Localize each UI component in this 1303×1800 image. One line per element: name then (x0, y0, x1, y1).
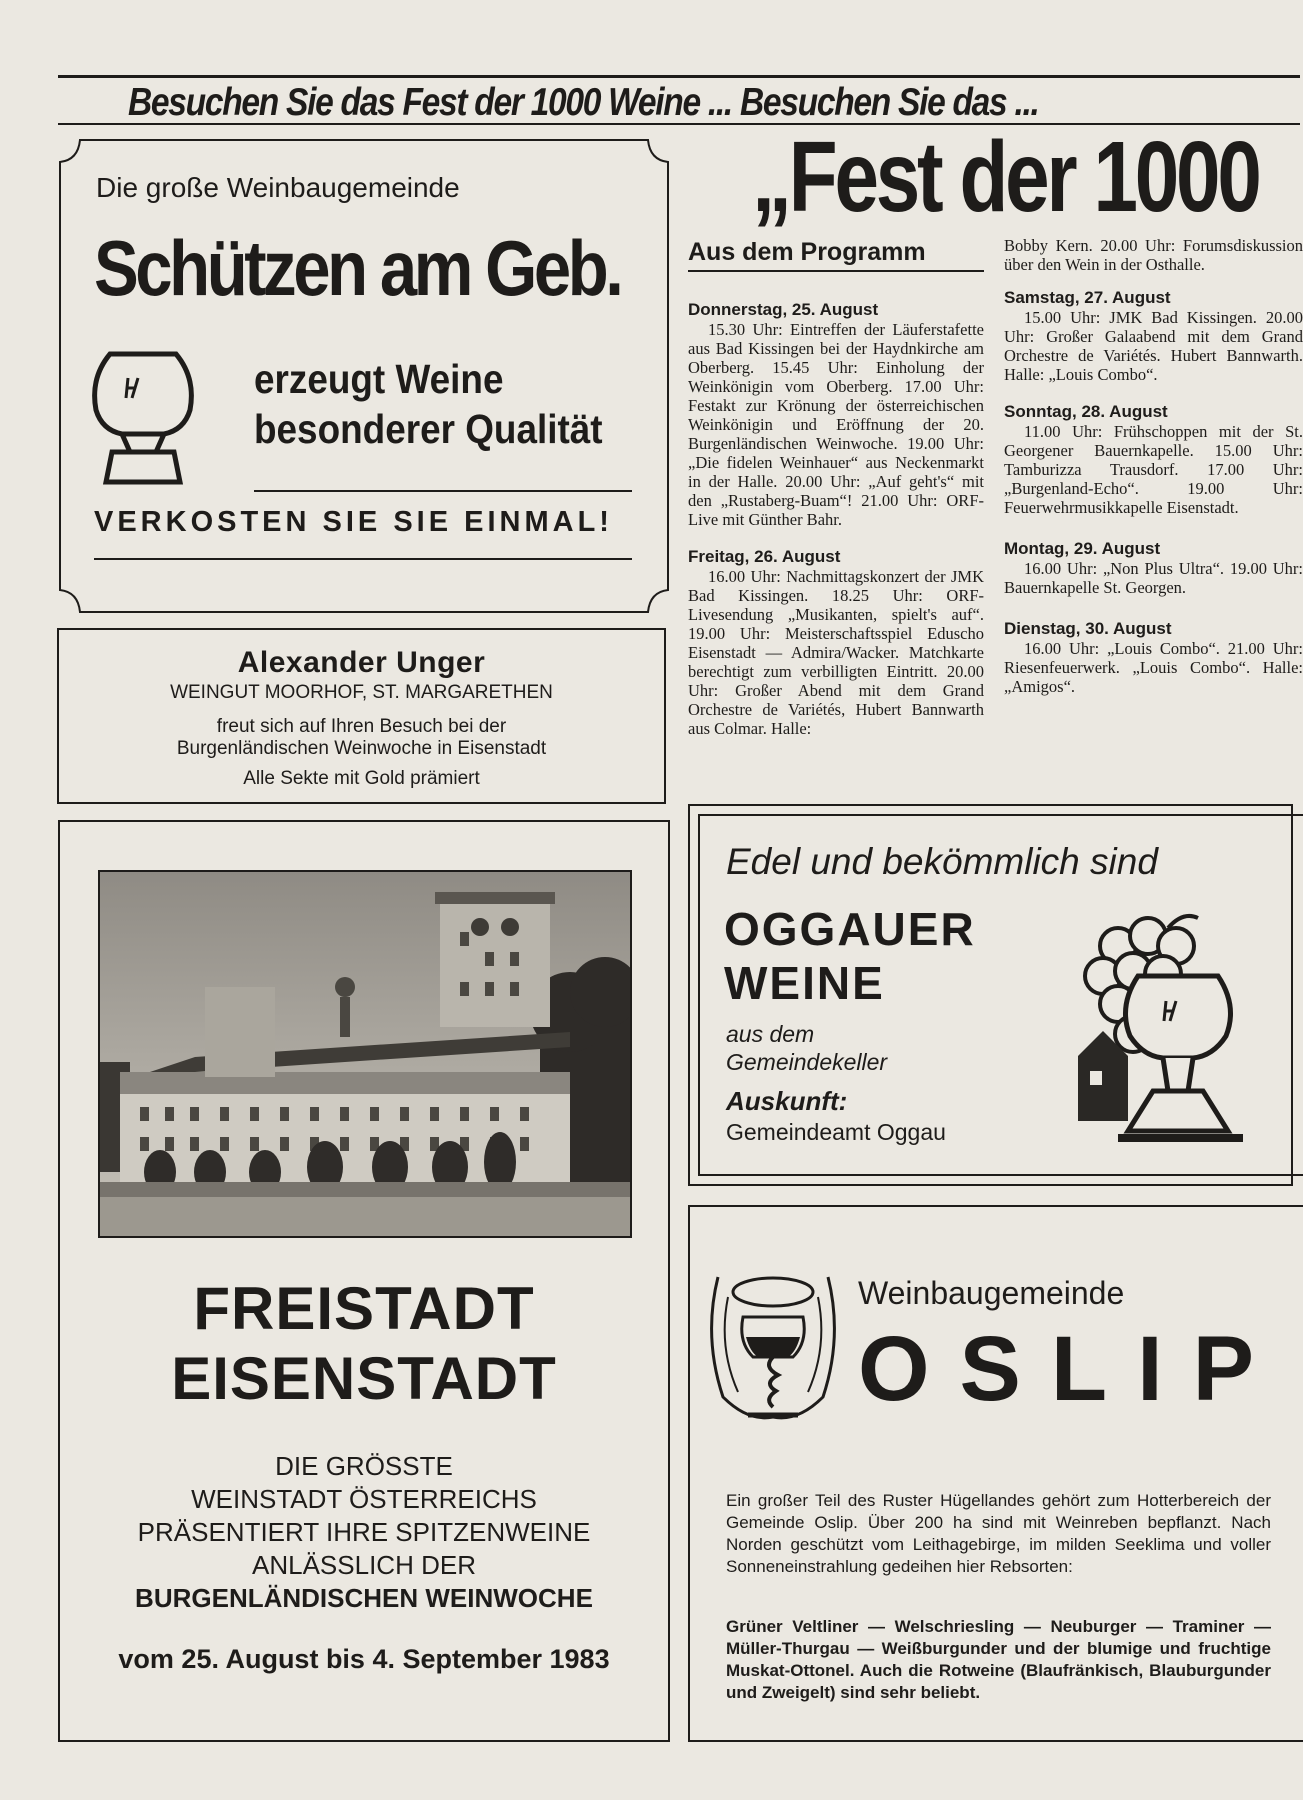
program-text: 15.30 Uhr: Eintreffen der Läuferstafette aus Bad Kissingen bei der Haydnkirche am Oberberg. 15.45 Uhr: Einholung der Weinkönigin vom Oberberg. 17.00 Uhr: Festakt zur Krönung der österreichischen Weinkönigin und Eröffnung der 20. Burgenländischen Weinwoche. 19.00 Uhr: „Die fidelen Weinhauer“ aus Neckenmarkt in der Halle. 20.00 Uhr: „Auf geht's“ mit den „Rustaberg-Buam“! 21.00 Uhr: ORF-Live mit Günther Bahr. (688, 320, 984, 529)
ad-text: Alle Sekte mit Gold prämiert (243, 768, 480, 789)
winery-subtitle: WEINGUT MOORHOF, ST. MARGARETHEN (170, 682, 553, 703)
program-day: Donnerstag, 25. August (688, 300, 879, 319)
program-text: Bobby Kern. 20.00 Uhr: Forumsdiskussion über den Wein in der Osthalle. (1004, 236, 1303, 274)
program-text: 16.00 Uhr: Nachmittagskonzert der JMK Bad Kissingen. 18.25 Uhr: ORF-Livesendung „Musikanten, spielt's auf“. 19.00 Uhr: Meisterschaftsspiel Eduscho Eisenstadt — Admira/Wacker. Matchkarte berechtigt zum verbilligten Eintritt. 20.00 Uhr: Großer Abend mit dem Grand Orchestre de Variétés, Hubert Bannwarth aus Colmar. Halle: (688, 567, 984, 738)
ad-headline: Edel und bekömmlich sind (726, 841, 1158, 882)
ad-title-line-1: FREISTADT (193, 1275, 535, 1342)
ad-description: Ein großer Teil des Ruster Hügellandes gehört zum Hotterbereich der Gemeinde Oslip. Über 200 ha sind mit Weinreben bepflanzt. Nach Norden geschützt vom Leithagebirge, im milden Seeklima und voller Sonneneinstrahlung gedeihen hier Rebsorten: (726, 1491, 1271, 1576)
ad-title-line-2: WEINE (724, 957, 885, 1009)
divider (688, 270, 984, 272)
ad-title: Schützen am Geb. (94, 224, 621, 312)
winery-owner-name: Alexander Unger (237, 646, 486, 679)
event-dates: vom 25. August bis 4. September 1983 (118, 1644, 610, 1674)
divider (94, 558, 632, 560)
ad-schuetzen (58, 138, 670, 614)
ad-body-line: PRÄSENTIERT IHRE SPITZENWEINE (137, 1517, 591, 1547)
wine-glass-icon (88, 348, 198, 488)
program-day: Freitag, 26. August (688, 547, 841, 566)
program-day: Dienstag, 30. August (1004, 619, 1172, 638)
ad-body-line: WEINSTADT ÖSTERREICHS (191, 1484, 537, 1514)
ad-body-line: ANLÄSSLICH DER (252, 1550, 476, 1580)
program-column-1 (688, 300, 984, 780)
ad-unger (57, 628, 666, 804)
ad-freistadt (58, 820, 670, 1742)
info-label: Auskunft: (726, 1086, 848, 1116)
program-heading: Aus dem Programm (688, 238, 926, 266)
info-office: Gemeindeamt Oggau (726, 1119, 946, 1145)
banner-text: Besuchen Sie das Fest der 1000 Weine ... Besuchen Sie das ... (128, 81, 1039, 124)
palace-photo (98, 870, 632, 1238)
ad-body-line: BURGENLÄNDISCHEN WEINWOCHE (135, 1583, 593, 1613)
program-text: 16.00 Uhr: „Louis Combo“. 21.00 Uhr: Riesenfeuerwerk. „Louis Combo“. Halle: „Amigos“. (1004, 639, 1303, 696)
ad-line-2: besonderer Qualität (254, 406, 603, 452)
ad-text: freut sich auf Ihren Besuch bei der (216, 716, 507, 737)
ad-pretitle: Weinbaugemeinde (858, 1275, 1125, 1311)
ad-pretitle: Die große Weinbaugemeinde (96, 172, 460, 203)
ad-oslip (688, 1205, 1303, 1742)
ad-title-line-2: EISENSTADT (171, 1345, 557, 1412)
palace-illustration (100, 872, 630, 1236)
ad-body-line: DIE GRÖSSTE (275, 1451, 453, 1481)
divider (254, 490, 632, 492)
ad-text: Burgenländischen Weinwoche in Eisenstadt (176, 738, 547, 759)
program-day: Montag, 29. August (1004, 539, 1161, 558)
grapes-and-glass-icon (1058, 906, 1258, 1156)
festival-headline: „Fest der 1000 (752, 121, 1259, 233)
ad-sub-line: aus dem (726, 1021, 815, 1047)
ad-title-line-1: OGGAUER (724, 903, 976, 955)
program-text: 15.00 Uhr: JMK Bad Kissingen. 20.00 Uhr: Großer Galaabend mit dem Grand Orchestre de Variétés. Hubert Bannwarth. Halle: „Louis Combo“. (1004, 308, 1303, 384)
program-day: Samstag, 27. August (1004, 288, 1171, 307)
wine-goblet-emblem-icon (698, 1257, 848, 1427)
grape-varieties: Grüner Veltliner — Welschriesling — Neuburger — Traminer — Müller-Thurgau — Weißburgunder und der blumige und fruchtige Muskat-Ottonel. Auch die Rotweine (Blaufränkisch, Blauburgunder und Zweigelt) sind sehr beliebt. (726, 1617, 1271, 1702)
ad-oggauer (688, 804, 1293, 1186)
program-text: 11.00 Uhr: Frühschoppen mit der St. Georgener Bauernkapelle. 15.00 Uhr: Tamburizza Trausdorf. 17.00 Uhr: „Burgenland-Echo“. 19.00 Uhr: Feuerwehrmusikkapelle Eisenstadt. (1004, 422, 1303, 517)
header-banner (58, 75, 1300, 125)
ad-line-1: erzeugt Weine (254, 356, 504, 402)
program-column-2 (1004, 236, 1303, 780)
program-text: 16.00 Uhr: „Non Plus Ultra“. 19.00 Uhr: Bauernkapelle St. Georgen. (1004, 559, 1303, 597)
ad-cta: VERKOSTEN SIE SIE EINMAL! (94, 506, 613, 538)
municipality-name: OSLIP (858, 1318, 1285, 1420)
program-day: Sonntag, 28. August (1004, 402, 1168, 421)
ad-sub-line: Gemeindekeller (726, 1049, 888, 1075)
